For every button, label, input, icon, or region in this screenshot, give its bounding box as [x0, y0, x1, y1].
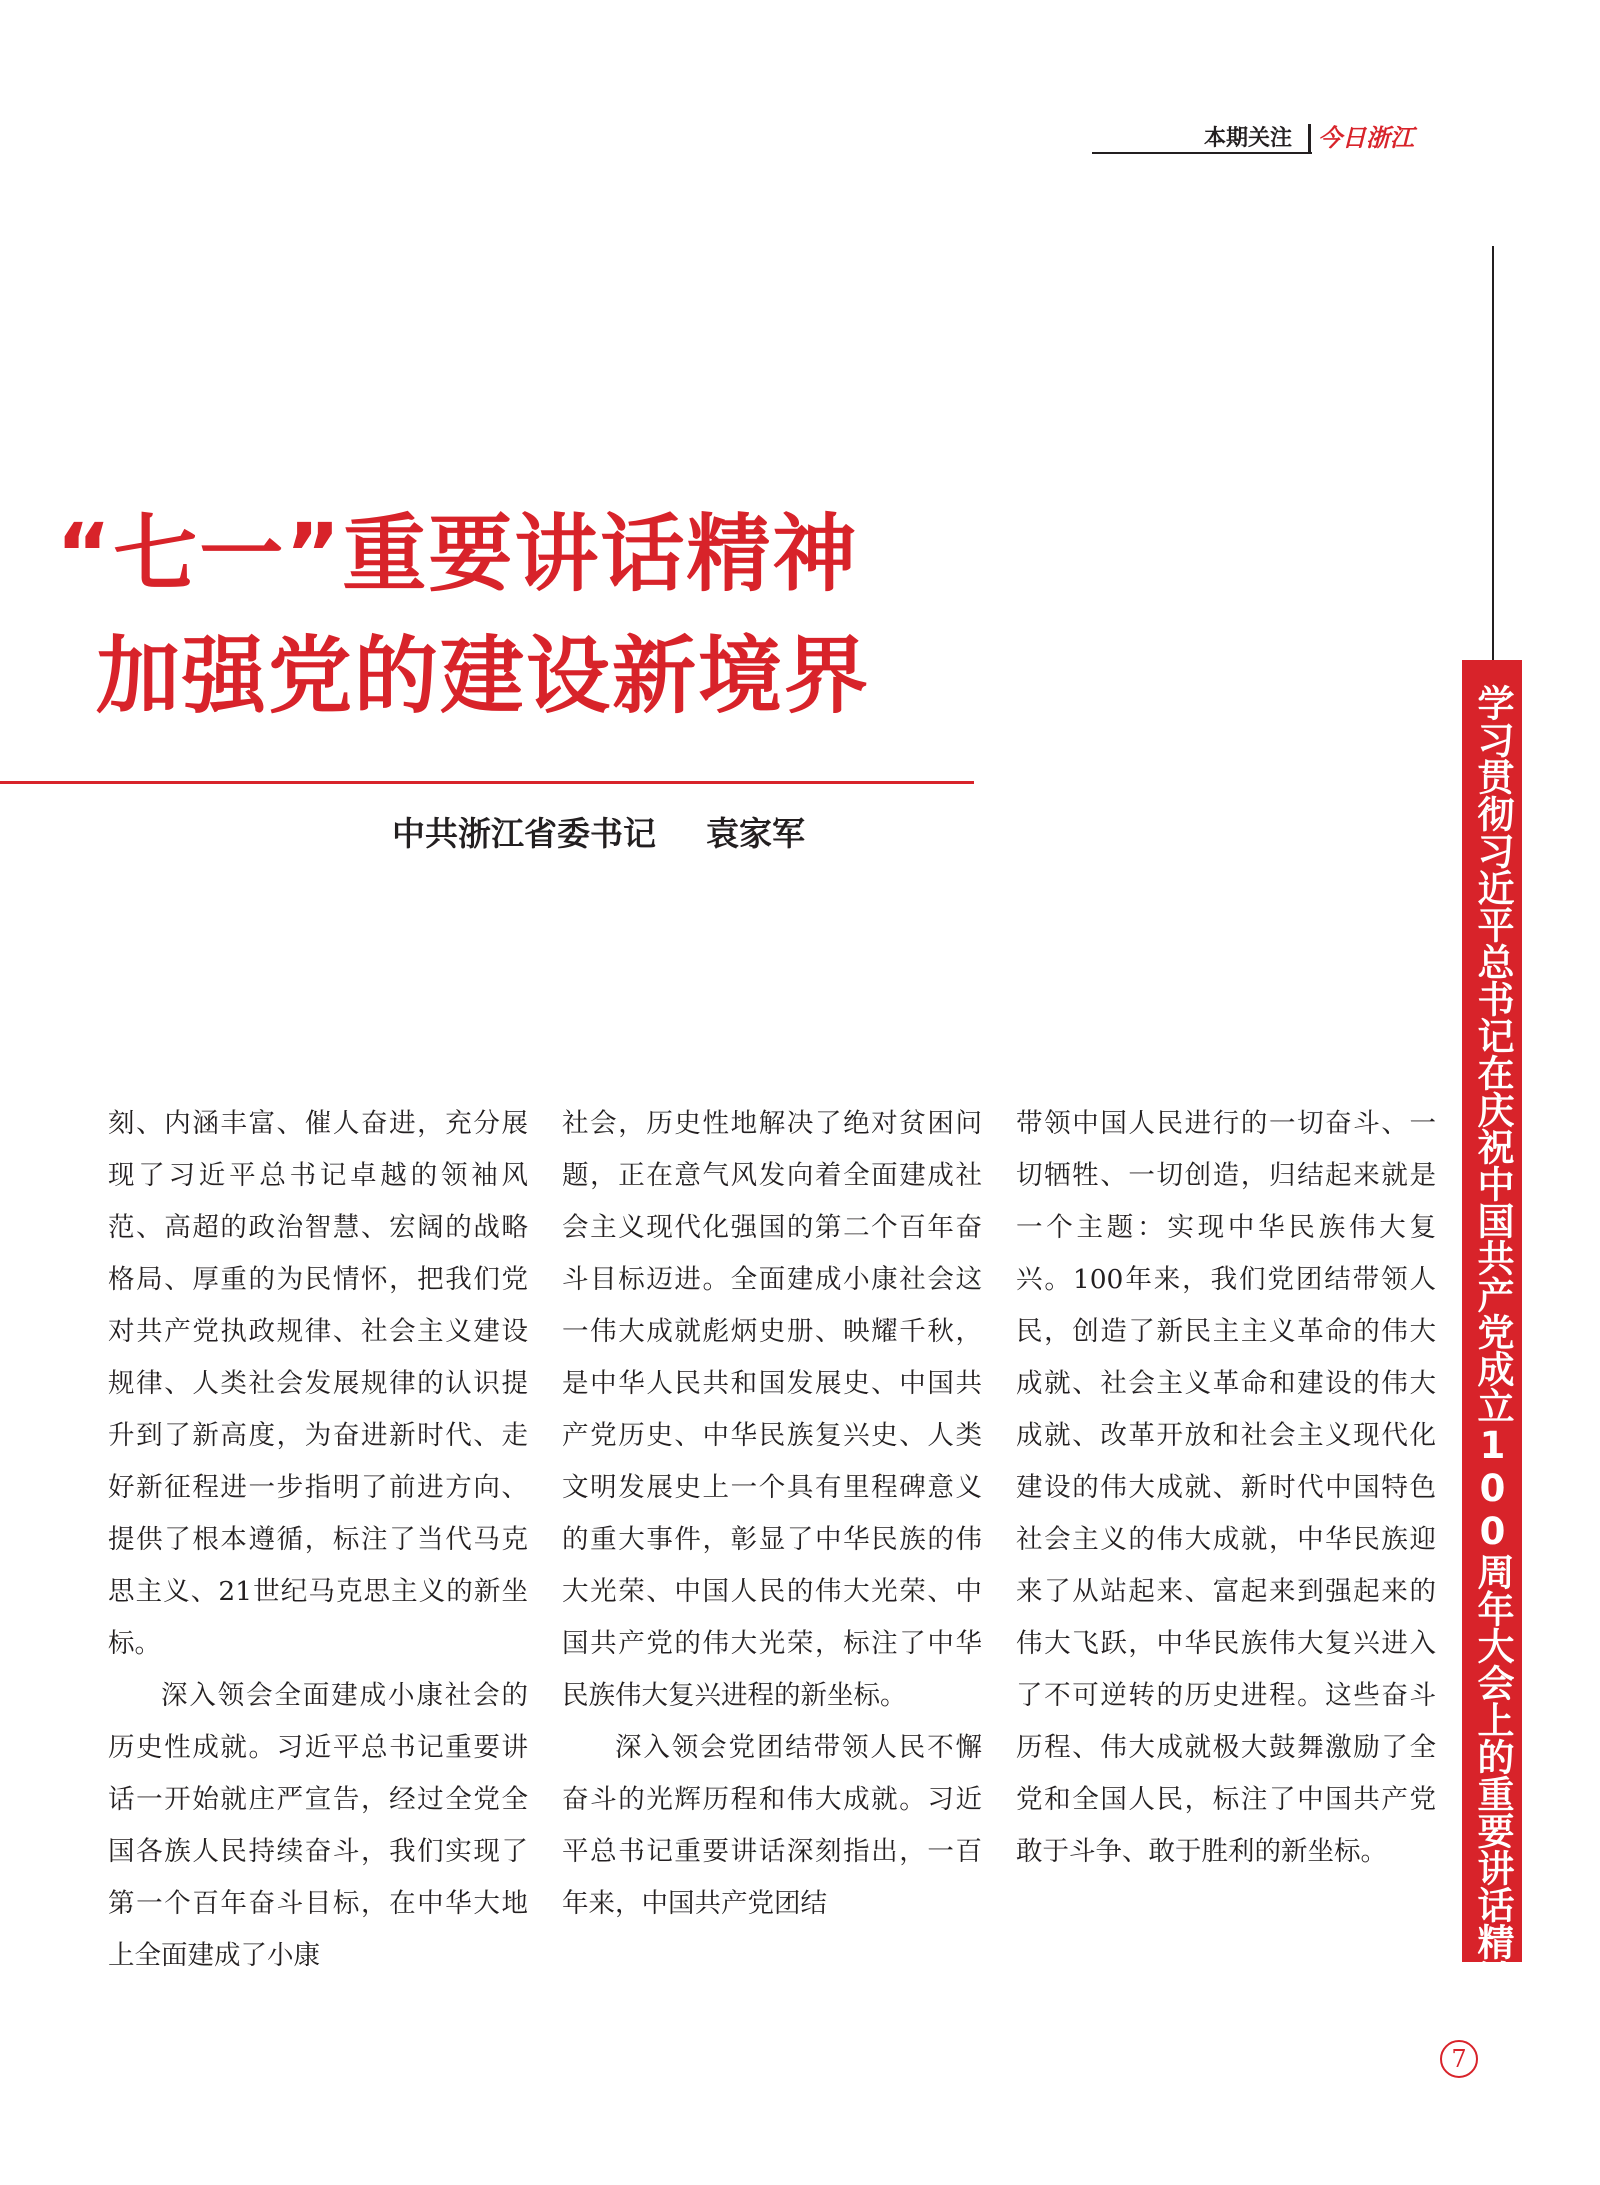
article-column-1 [108, 1098, 528, 1982]
article-title-line-2: 加强党的建设新境界 [96, 627, 871, 725]
banner-line [1492, 246, 1494, 660]
header-separator [1308, 124, 1311, 154]
title-rule [0, 781, 974, 784]
paragraph: 深入领会党团结带领人民不懈奋斗的光辉历程和伟大成就。习近平总书记重要讲话深刻指出，一百年来，中国共产党团结 [562, 1732, 982, 1919]
article-column-3 [1016, 1098, 1436, 1878]
article-title-line-1: “七一”重要讲话精神 [56, 505, 859, 603]
author-position: 中共浙江省委书记 [392, 814, 656, 853]
paragraph: 深入领会全面建成小康社会的历史性成就。习近平总书记重要讲话一开始就庄严宣告，经过全党全国各族人民持续奋斗，我们实现了第一个百年奋斗目标，在中华大地上全面建成了小康 [108, 1680, 528, 1971]
vertical-banner-text: 学习贯彻习近平总书记在庆祝中国共产党成立100周年大会上的重要讲话精神 [1471, 684, 1514, 1997]
header-rule [1092, 152, 1312, 154]
paragraph: 带领中国人民进行的一切奋斗、一切牺牲、一切创造，归结起来就是一个主题：实现中华民族伟大复兴。100年来，我们党团结带领人民，创造了新民主主义革命的伟大成就、社会主义革命和建设的伟大成就、改革开放和社会主义现代化建设的伟大成就、新时代中国特色社会主义的伟大成就，中华民族迎来了从站起来、富起来到强起来的伟大飞跃，中华民族伟大复兴进入了不可逆转的历史进程。这些奋斗历程、伟大成就极大鼓舞激励了全党和全国人民，标注了中国共产党敢于斗争、敢于胜利的新坐标。 [1016, 1108, 1436, 1867]
paragraph: 社会，历史性地解决了绝对贫困问题，正在意气风发向着全面建成社会主义现代化强国的第二个百年奋斗目标迈进。全面建成小康社会这一伟大成就彪炳史册、映耀千秋，是中华人民共和国发展史、中国共产党历史、中华民族复兴史、人类文明发展史上一个具有里程碑意义的重大事件，彰显了中华民族的伟大光荣、中国人民的伟大光荣、中国共产党的伟大光荣，标注了中华民族伟大复兴进程的新坐标。 [562, 1108, 982, 1711]
page-number: 7 [1440, 2040, 1478, 2078]
magazine-logo: 今日浙江 [1318, 123, 1414, 152]
section-label: 本期关注 [1204, 126, 1293, 151]
article-column-2 [562, 1098, 982, 1930]
byline [392, 812, 805, 856]
vertical-banner [1462, 660, 1522, 1997]
paragraph: 刻、内涵丰富、催人奋进，充分展现了习近平总书记卓越的领袖风范、高超的政治智慧、宏阔的战略格局、厚重的为民情怀，把我们党对共产党执政规律、社会主义建设规律、人类社会发展规律的认识提升到了新高度，为奋进新时代、走好新征程进一步指明了前进方向、提供了根本遵循，标注了当代马克思主义、21世纪马克思主义的新坐标。 [108, 1108, 528, 1659]
author-name: 袁家军 [706, 814, 805, 853]
